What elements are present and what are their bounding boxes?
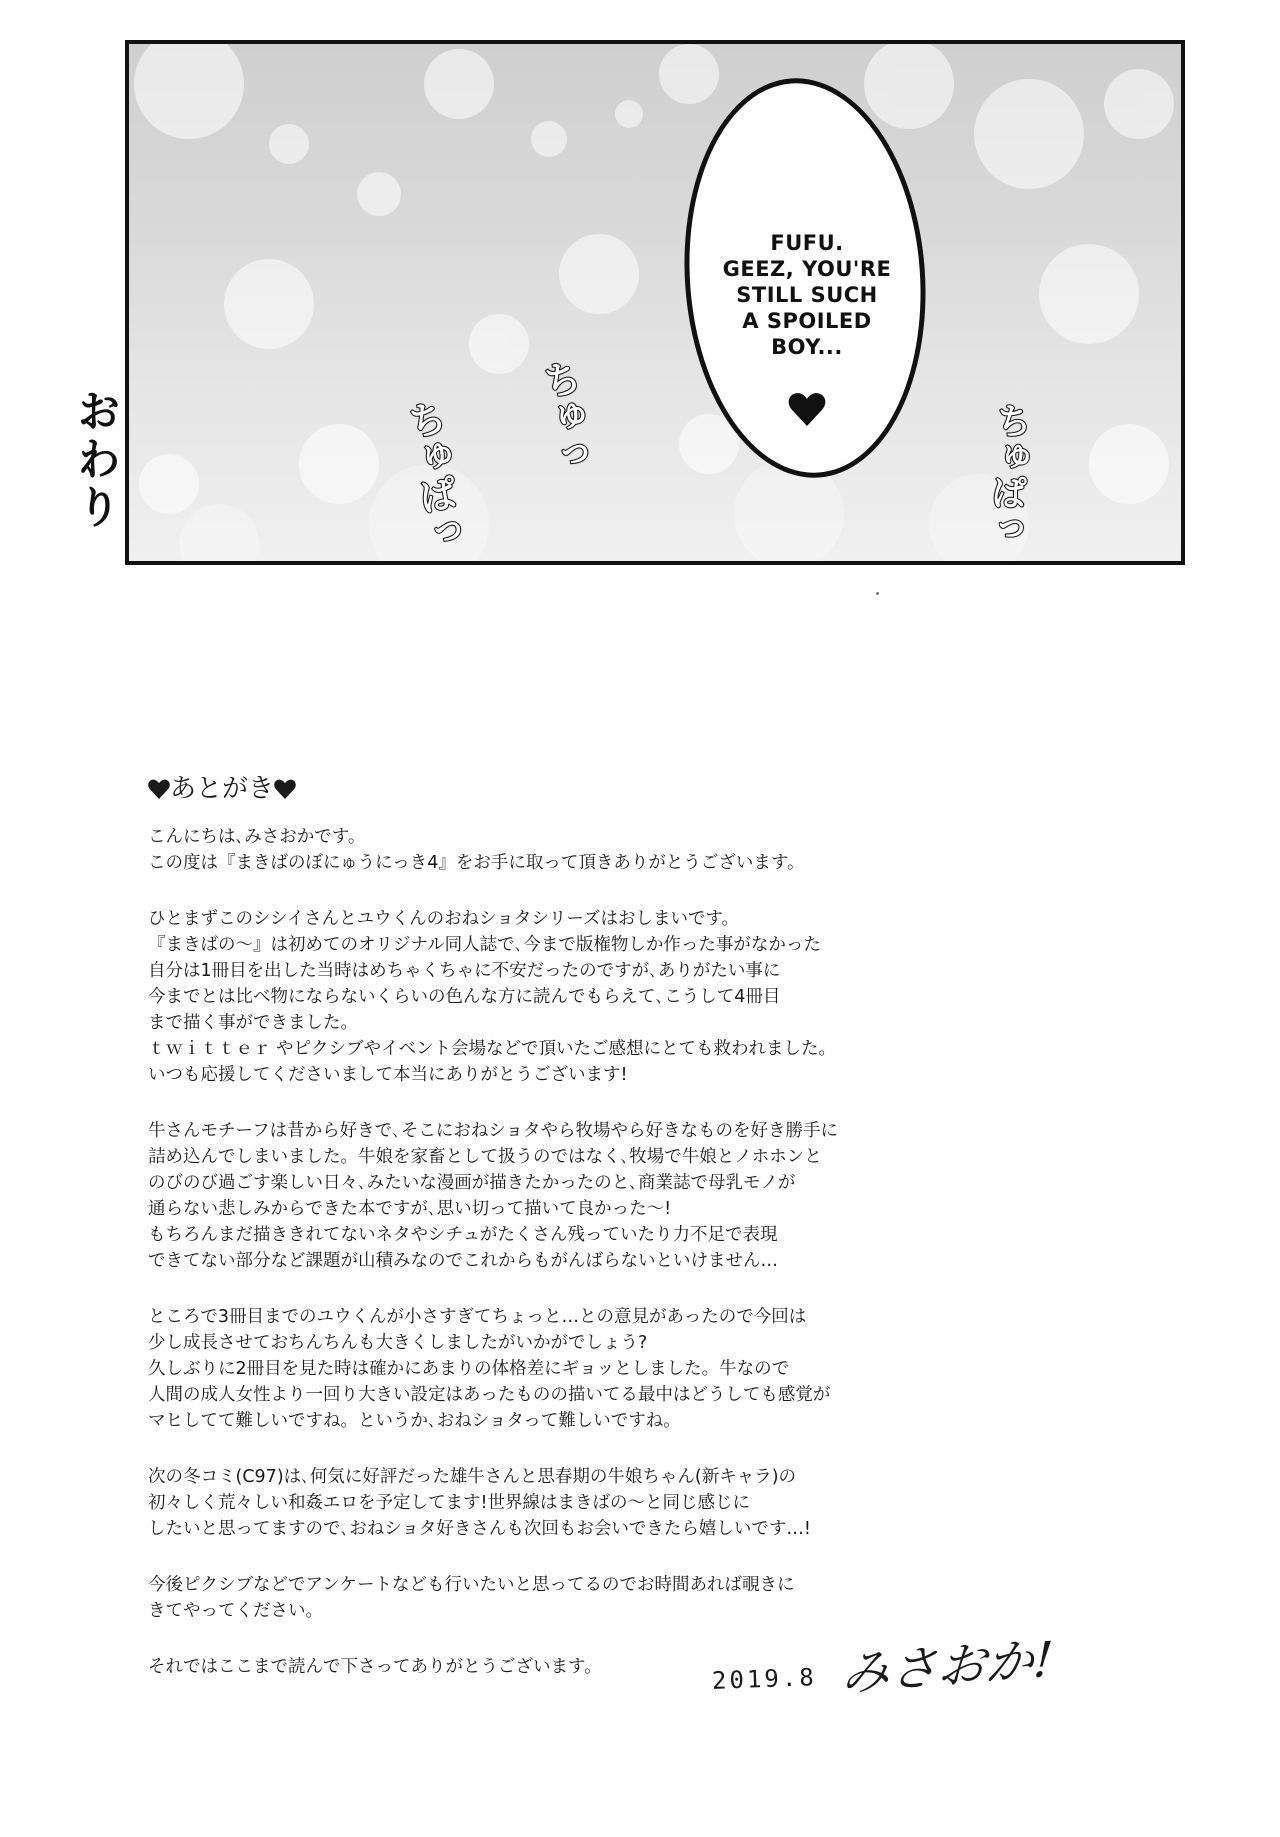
text-line: 通らない悲しみからできた本ですが､思い切って描いて良かった～! (148, 1199, 672, 1219)
text-line: 牛さんモチーフは昔から好きで､そこにおねショタやら牧場やら好きなものを好き勝手に (148, 1121, 839, 1141)
afterword-title-text: あとがき (170, 774, 275, 804)
text-line: 『まきばの～』は初めてのオリジナル同人誌で､今まで版権物しか作った事がなかった (148, 935, 821, 955)
text-line: 今後ピクシブなどでアンケートなども行いたいと思ってるのでお時間あれば覗きに (148, 1575, 795, 1595)
text-line: いつも応援してくださいまして本当にありがとうございます! (148, 1065, 628, 1085)
heart-icon (148, 779, 170, 799)
afterword-paragraph (148, 1572, 1048, 1624)
heart-icon (788, 392, 826, 426)
signature-date: 2019.8 (711, 1663, 818, 1695)
text-line: ところで3冊目までのユウくんが小さすぎてちょっと…との意見があったので今回は (148, 1307, 807, 1327)
sound-effect-text: ちゅっ (535, 357, 592, 476)
text-line: 少し成長させておちんちんも大きくしましたがいかがでしょう? (148, 1333, 648, 1353)
text-line: 次の冬コミ(C97)は､何気に好評だった雄牛さんと思春期の牛娘ちゃん(新キャラ)の (148, 1467, 797, 1487)
closing-line: それではここまで読んで下さってありがとうございます。 (148, 1657, 602, 1677)
afterword-paragraph (148, 1304, 1048, 1434)
text-line: まで描く事ができました。 (148, 1013, 358, 1033)
text-line: こんにちは､みさおかです。 (148, 827, 366, 847)
text-line: 久しぶりに2冊目を見た時は確かにあまりの体格差にギョッとしました。牛なので (148, 1359, 790, 1379)
text-line: ｔｗｉｔｔｅｒ やピクシブやイベント会場などで頂いたご感想にとても救われました。 (148, 1039, 837, 1059)
text-line: 自分は1冊目を出した当時はめちゃくちゃに不安だったのですが､ありがたい事に (148, 961, 781, 981)
afterword-paragraph (148, 1464, 1048, 1542)
speech-bubble-text (722, 230, 892, 360)
afterword-title (148, 772, 1048, 806)
bubble-line: BOY... (771, 335, 843, 359)
text-line: 詰め込んでしまいました。牛娘を家畜として扱うのではなく､牧場で牛娘とノホホンと (148, 1147, 822, 1167)
text-line: もちろんまだ描ききれてないネタやシチュがたくさん残っていたり力不足で表現 (148, 1225, 778, 1245)
sound-effect-text: ちゅぱっ (982, 400, 1034, 548)
bubble-line: FUFU. (770, 231, 844, 255)
text-line: したいと思ってますので､おねショタ好きさんも次回もお会いできたら嬉しいです…! (148, 1519, 811, 1539)
text-line: のびのび過ごす楽しい日々､みたいな漫画が描きたかったのと､商業誌で母乳モノが (148, 1173, 796, 1193)
bubble-line: GEEZ, YOU'RE (722, 257, 892, 281)
afterword-paragraph (148, 824, 1048, 876)
sound-effect-text: ちゅぱっ (399, 397, 466, 555)
ink-speck (876, 592, 879, 595)
bubble-line: A SPOILED (742, 309, 872, 333)
text-line: 今までとは比べ物にならないくらいの色んな方に読んでもらえて､こうして4冊目 (148, 987, 781, 1007)
afterword-paragraph (148, 1118, 1048, 1274)
text-line: きてやってください。 (148, 1601, 323, 1621)
afterword (148, 772, 1048, 1680)
text-line: マヒしてて難しいですね。というか､おねショタって難しいですね。 (148, 1411, 681, 1431)
bubble-line: STILL SUCH (736, 283, 878, 307)
text-line: ひとまずこのシシイさんとユウくんのおねショタシリーズはおしまいです。 (148, 909, 740, 929)
text-line: できてない部分など課題が山積みなのでこれからもがんばらないといけません… (148, 1251, 778, 1271)
heart-icon (274, 779, 296, 799)
end-label: おわり (69, 388, 120, 532)
text-line: 人間の成人女性より一回り大きい設定はあったものの描いてる最中はどうしても感覚が (148, 1385, 831, 1405)
text-line: 初々しく荒々しい和姦エロを予定してます!世界線はまきばの～と同じ感じに (148, 1493, 751, 1513)
text-line: この度は『まきばのぼにゅうにっき4』をお手に取って頂きありがとうございます。 (148, 853, 805, 873)
afterword-paragraph (148, 906, 1048, 1088)
author-signature: みさおか! (839, 1631, 1055, 1703)
